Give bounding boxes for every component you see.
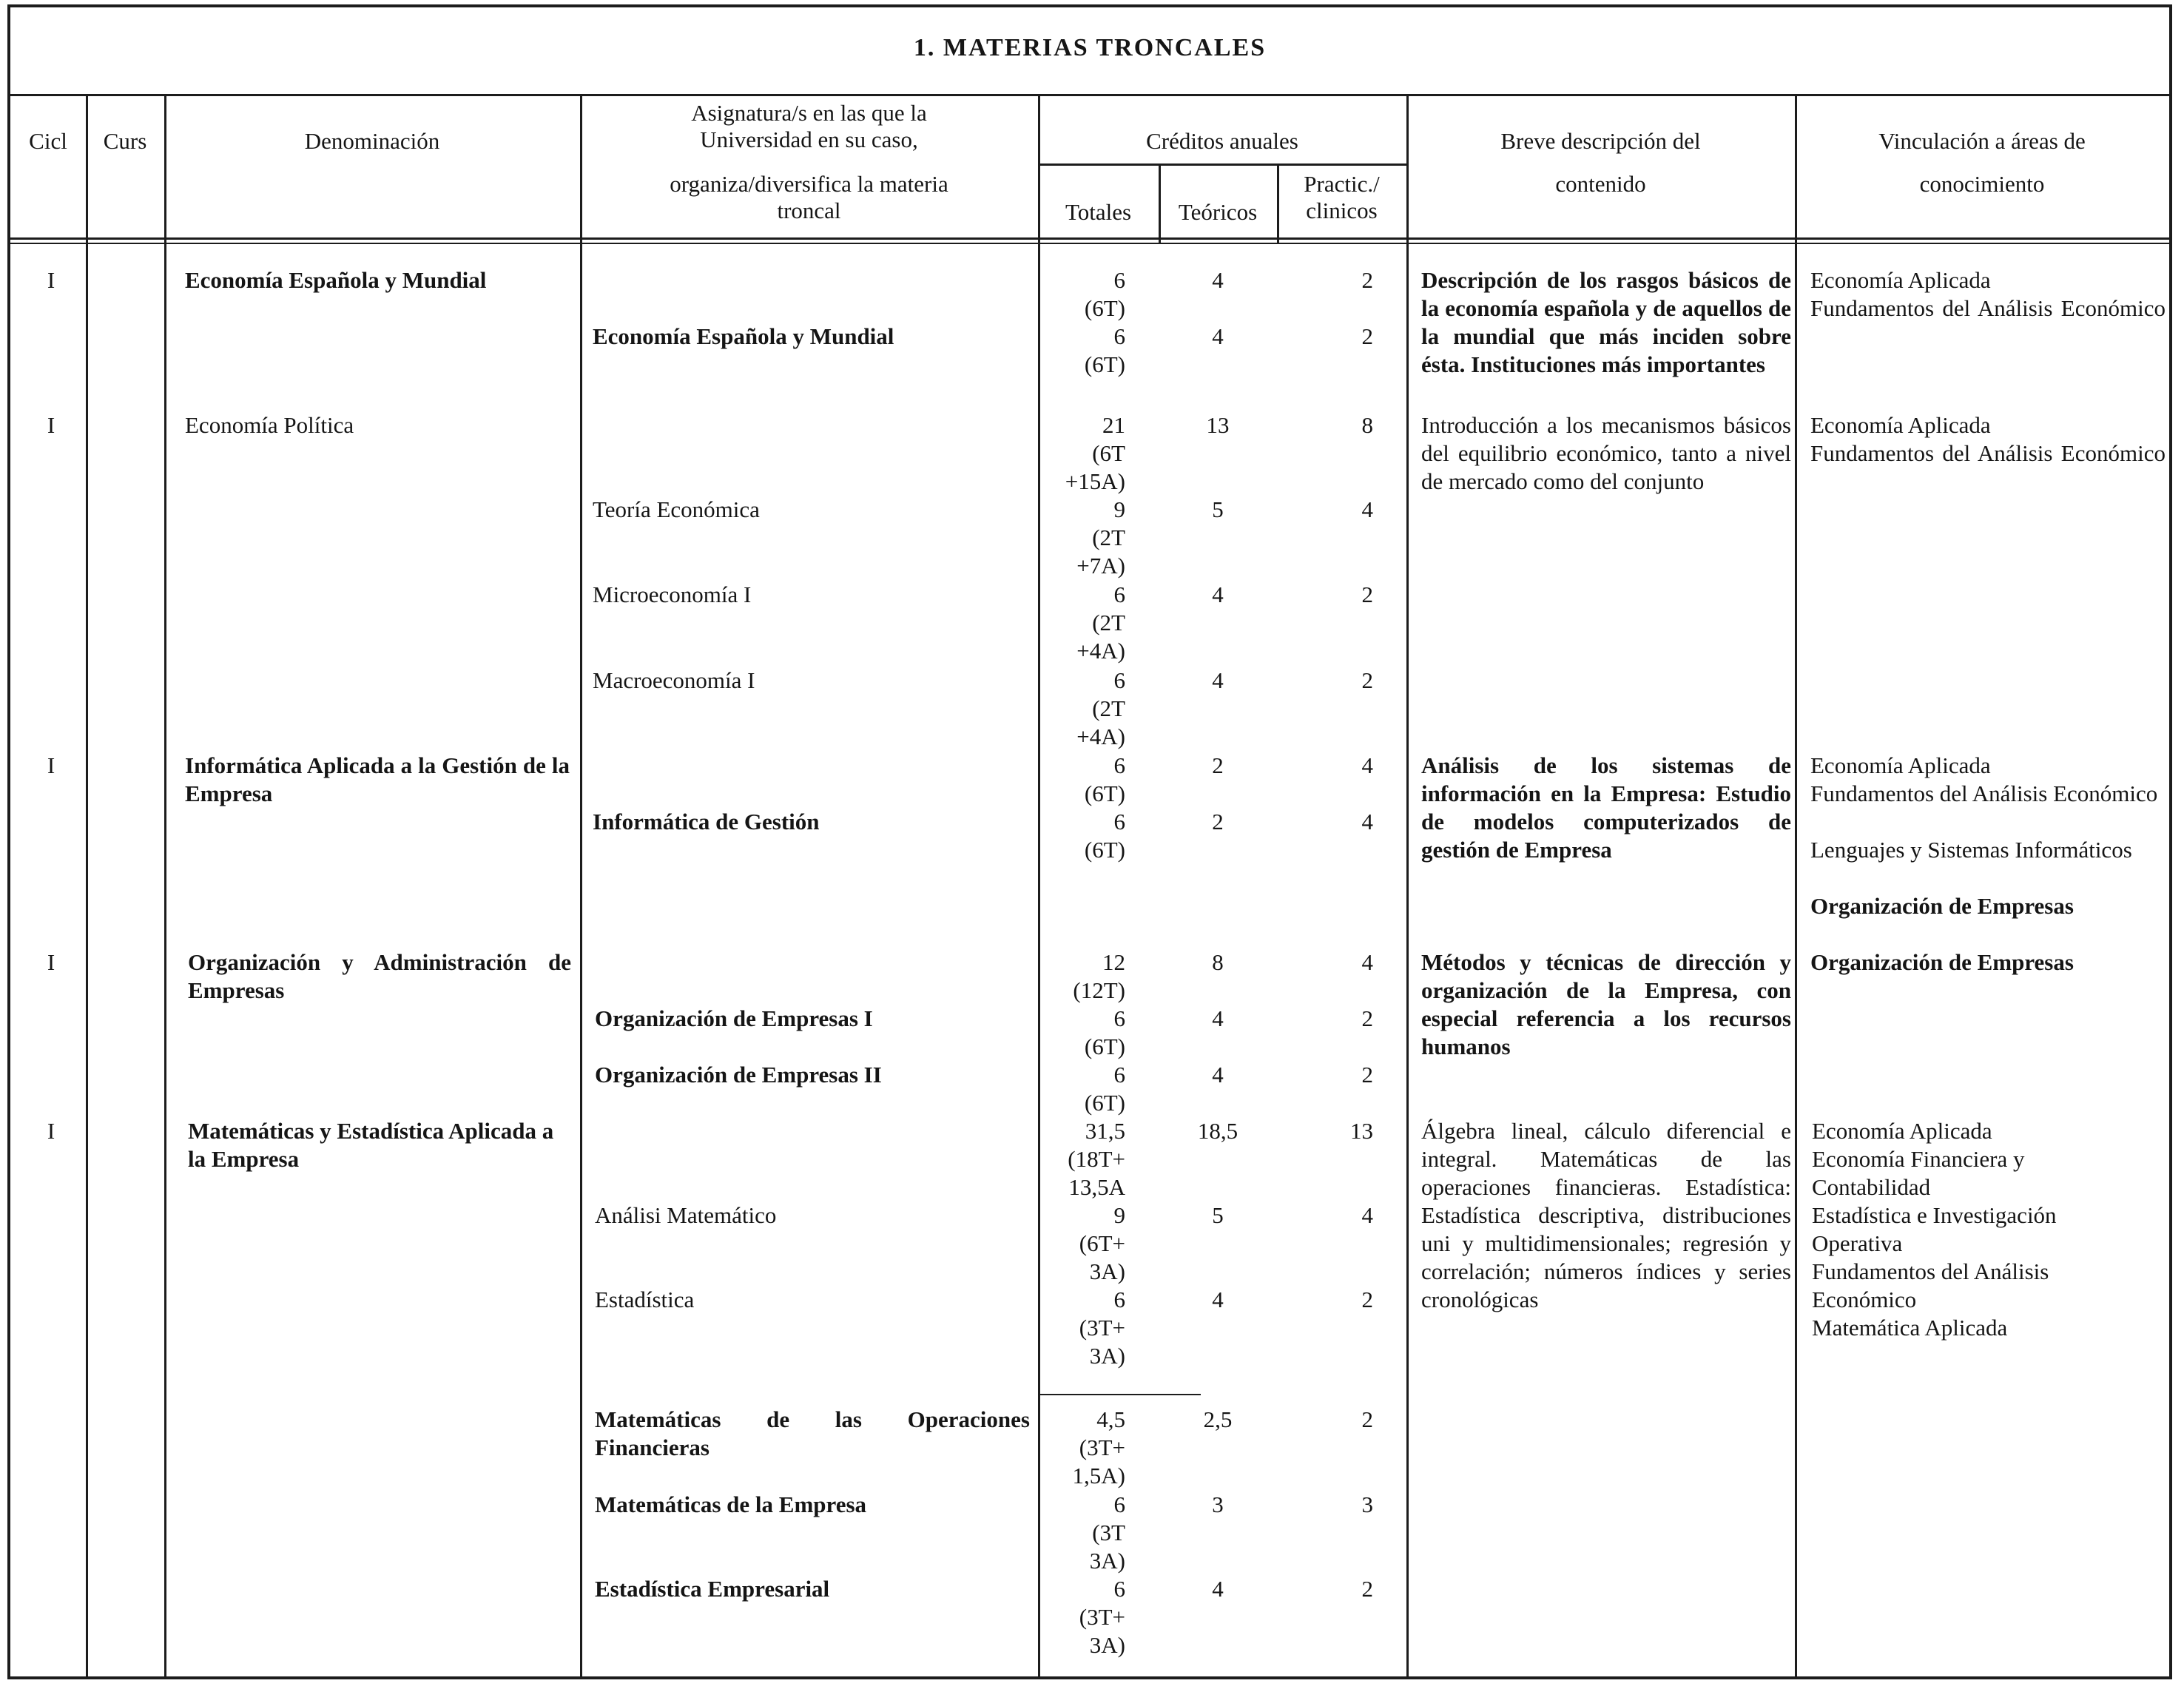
asignatura-teoricos: 4 [1212, 667, 1224, 693]
header-asignatura-line4: troncal [777, 198, 841, 223]
materia-totales: 21 (6T +15A) [1065, 412, 1125, 494]
asignatura-teoricos: 5 [1212, 496, 1224, 522]
column-divider-denominacion [580, 94, 582, 1678]
area-item: Organización de Empresas [1810, 949, 2074, 975]
asignatura-nombre: Organización de Empresas I [595, 1005, 873, 1031]
materia-descripcion: Métodos y técnicas de dirección y organización de la Empresa, con especial referencia a los recursos humanos [1421, 949, 1791, 1059]
header-practicos-line1: Practic./ [1304, 171, 1380, 197]
row-ciclo: I [47, 1118, 55, 1144]
materia-totales: 6 (6T) [1084, 267, 1125, 321]
asignatura-nombre: Estadística [595, 1287, 695, 1312]
asignatura-teoricos: 3 [1212, 1491, 1224, 1517]
materia-practicos: 13 [1350, 1118, 1373, 1144]
header-asignatura-line2: Universidad en su caso, [700, 127, 918, 152]
materia-denominacion: Informática Aplicada a la Gestión de la Empresa [185, 752, 570, 806]
header-asignatura-line3: organiza/diversifica la materia [670, 171, 948, 197]
row-ciclo: I [47, 752, 55, 778]
asignatura-totales: 6 (6T) [1084, 809, 1125, 863]
area-item: Fundamentos del Análisis Económico [1812, 1258, 2049, 1312]
area-item: Economía Aplicada [1810, 752, 1991, 778]
asignatura-practicos: 2 [1361, 1005, 1373, 1031]
asignatura-practicos: 2 [1361, 1406, 1373, 1432]
area-item: Organización de Empresas [1810, 893, 2074, 919]
header-cicl: Cicl [29, 128, 67, 154]
row-ciclo: I [47, 949, 55, 975]
asignatura-practicos: 2 [1361, 323, 1373, 349]
header-vinculacion-line1: Vinculación a áreas de [1878, 128, 2086, 154]
asignatura-teoricos: 4 [1212, 1576, 1224, 1602]
header-teoricos: Teóricos [1178, 199, 1258, 225]
area-item: Estadística e Investigación Operativa [1812, 1202, 2057, 1256]
column-divider-cicl [86, 94, 88, 1678]
asignatura-nombre: Economía Española y Mundial [593, 323, 894, 349]
materia-practicos: 8 [1361, 412, 1373, 438]
area-item: Economía Aplicada [1810, 412, 1991, 438]
materia-descripcion: Descripción de los rasgos básicos de la economía española y de aquellos de la mundial que más inciden sobre ésta. Instituciones más importantes [1421, 267, 1791, 377]
asignatura-teoricos: 4 [1212, 1062, 1224, 1088]
header-descripcion-line1: Breve descripción del [1500, 128, 1701, 154]
materia-teoricos: 2 [1212, 752, 1224, 778]
header-asignatura-line1: Asignatura/s en las que la [691, 100, 927, 126]
asignatura-practicos: 2 [1361, 1287, 1373, 1312]
asignatura-teoricos: 4 [1212, 323, 1224, 349]
asignatura-totales: 4,5 (3T+ 1,5A) [1072, 1406, 1125, 1489]
header-divider [10, 237, 2169, 240]
asignatura-teoricos: 2 [1212, 809, 1224, 835]
asignatura-nombre: Organización de Empresas II [595, 1062, 882, 1088]
materia-teoricos: 4 [1212, 267, 1224, 293]
materia-denominacion: Matemáticas y Estadística Aplicada a la Empresa [188, 1118, 554, 1172]
area-item: Fundamentos del Análisis Económico [1810, 781, 2158, 806]
materia-teoricos: 8 [1212, 949, 1224, 975]
materia-practicos: 2 [1361, 267, 1373, 293]
asignatura-teoricos: 4 [1212, 581, 1224, 607]
materia-practicos: 4 [1361, 752, 1373, 778]
header-descripcion-line2: contenido [1555, 171, 1646, 197]
area-item: Economía Aplicada [1810, 267, 1991, 293]
asignatura-practicos: 2 [1361, 581, 1373, 607]
asignatura-totales: 6 (2T +4A) [1076, 667, 1125, 749]
asignatura-teoricos: 5 [1212, 1202, 1224, 1228]
asignatura-totales: 6 (6T) [1084, 1062, 1125, 1116]
materia-descripcion: Álgebra lineal, cálculo diferencial e integral. Matemáticas de las operaciones financieras. Estadística: Estadística descriptiva, distribuciones uni y multidimensionales; regresión y correlación; números índices y series cronológicas [1421, 1118, 1791, 1312]
header-divider-secondary [10, 243, 2169, 244]
materia-descripcion: Análisis de los sistemas de información en la Empresa: Estudio de modelos computerizados de gestión de Empresa [1421, 752, 1791, 863]
column-divider-creditos [1406, 94, 1409, 1678]
table-title: 1. MATERIAS TRONCALES [913, 34, 1267, 61]
asignatura-practicos: 2 [1361, 1062, 1373, 1088]
materia-practicos: 4 [1361, 949, 1373, 975]
area-item: Fundamentos del Análisis Económico [1810, 440, 2166, 466]
asignatura-totales: 9 (6T+ 3A) [1079, 1202, 1125, 1284]
area-item: Economía Financiera y Contabilidad [1812, 1146, 2025, 1200]
materia-descripcion: Introducción a los mecanismos básicos del equilibrio económico, tanto a nivel de mercado como del conjunto [1421, 412, 1791, 494]
materia-teoricos: 13 [1206, 412, 1230, 438]
asignatura-practicos: 4 [1361, 1202, 1373, 1228]
row-ciclo: I [47, 412, 55, 438]
asignatura-practicos: 4 [1361, 809, 1373, 835]
asignatura-nombre: Estadística Empresarial [595, 1576, 830, 1602]
asignatura-nombre: Matemáticas de las Operaciones Financieras [595, 1406, 1030, 1460]
row-ciclo: I [47, 267, 55, 293]
asignatura-totales: 6 (2T +4A) [1076, 581, 1125, 664]
asignatura-teoricos: 4 [1212, 1005, 1224, 1031]
column-divider-descripcion [1795, 94, 1797, 1678]
header-creditos: Créditos anuales [1146, 128, 1298, 154]
asignatura-teoricos: 2,5 [1203, 1406, 1233, 1432]
creditos-subheader-divider [1038, 163, 1406, 166]
area-item: Economía Aplicada [1812, 1118, 1992, 1144]
materia-totales: 12 (12T) [1073, 949, 1125, 1003]
asignatura-totales: 6 (6T) [1084, 1005, 1125, 1059]
materia-totales: 6 (6T) [1084, 752, 1125, 806]
header-denominacion: Denominación [304, 128, 440, 154]
asignatura-nombre: Matemáticas de la Empresa [595, 1491, 867, 1517]
asignatura-practicos: 2 [1361, 1576, 1373, 1602]
scan-rule-fragment [1038, 1394, 1201, 1395]
asignatura-nombre: Informática de Gestión [593, 809, 820, 835]
header-totales: Totales [1065, 199, 1132, 225]
asignatura-totales: 6 (3T 3A) [1089, 1491, 1125, 1574]
asignatura-nombre: Análisi Matemático [595, 1202, 777, 1228]
asignatura-nombre: Microeconomía I [593, 581, 752, 607]
area-item: Fundamentos del Análisis Económico [1810, 295, 2166, 321]
column-divider-curs [164, 94, 166, 1678]
header-vinculacion-line2: conocimiento [1919, 171, 2045, 197]
materias-troncales-table [7, 4, 2172, 1679]
asignatura-practicos: 3 [1361, 1491, 1373, 1517]
materia-denominacion: Organización y Administración de Empresas [188, 949, 571, 1003]
asignatura-totales: 6 (6T) [1084, 323, 1125, 377]
area-item: Matemática Aplicada [1812, 1315, 2008, 1341]
materia-teoricos: 18,5 [1197, 1118, 1238, 1144]
area-item: Lenguajes y Sistemas Informáticos [1810, 837, 2132, 863]
asignatura-practicos: 4 [1361, 496, 1373, 522]
title-divider [10, 94, 2169, 96]
asignatura-totales: 6 (3T+ 3A) [1079, 1287, 1125, 1369]
materia-denominacion: Economía Española y Mundial [185, 267, 487, 293]
asignatura-totales: 6 (3T+ 3A) [1079, 1576, 1125, 1658]
asignatura-nombre: Macroeconomía I [593, 667, 755, 693]
materia-denominacion: Economía Política [185, 412, 354, 438]
asignatura-practicos: 2 [1361, 667, 1373, 693]
header-practicos-line2: clinicos [1306, 198, 1378, 223]
asignatura-totales: 9 (2T +7A) [1076, 496, 1125, 579]
materia-totales: 31,5 (18T+ 13,5A [1068, 1118, 1125, 1200]
header-curs: Curs [103, 128, 147, 154]
asignatura-teoricos: 4 [1212, 1287, 1224, 1312]
asignatura-nombre: Teoría Económica [593, 496, 760, 522]
